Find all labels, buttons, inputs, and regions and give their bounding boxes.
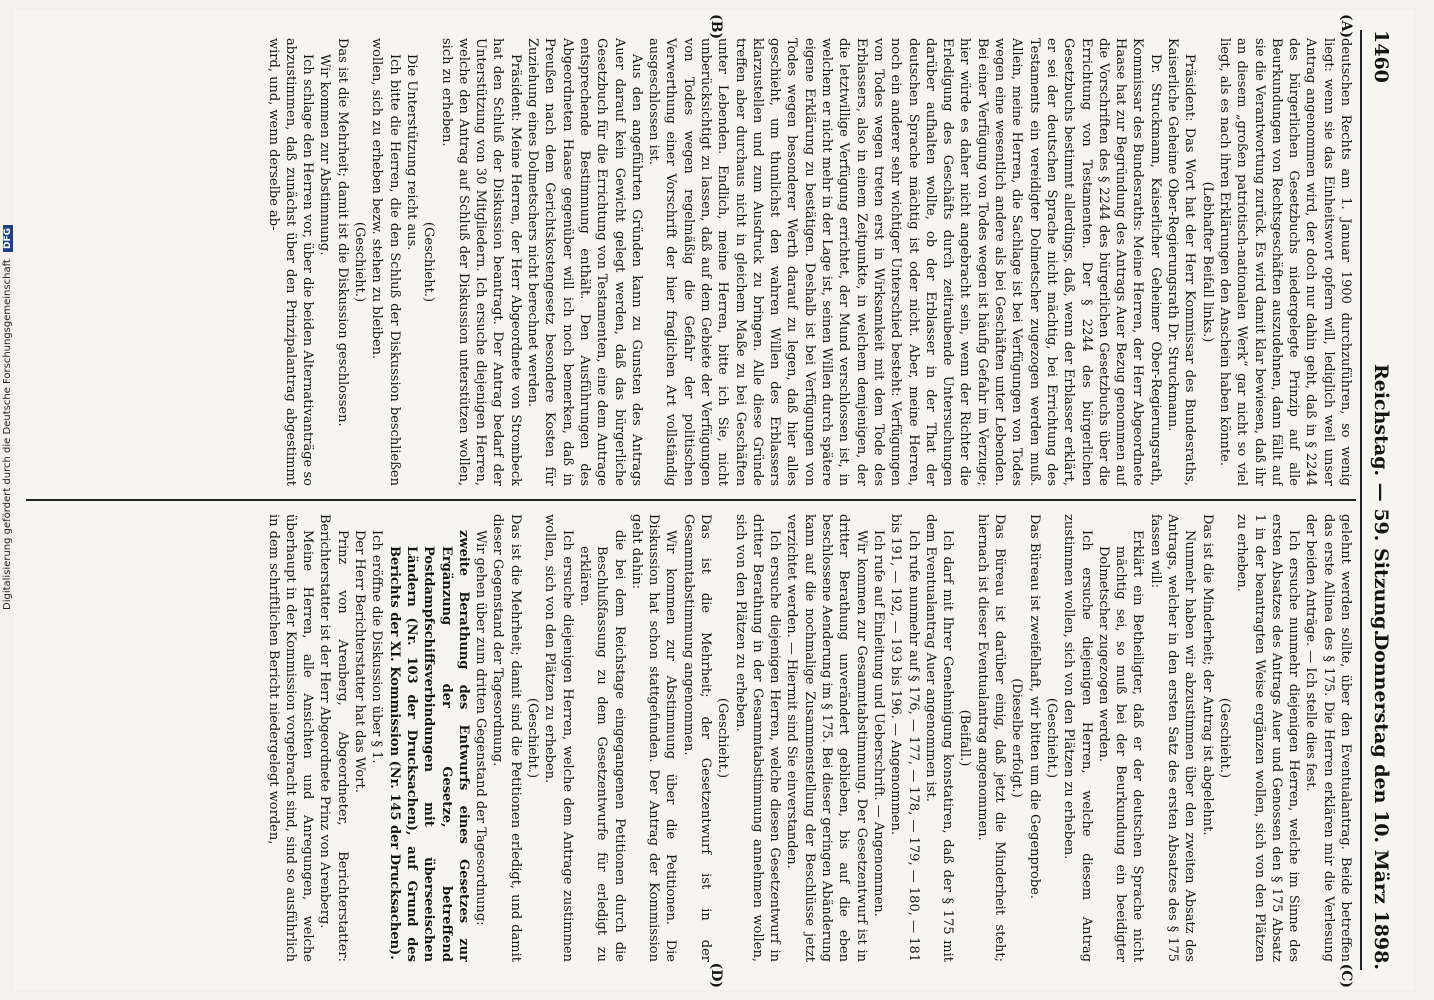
paragraph: Ich ersuche diejenigen Herren, welche diesen Gesetzentwurf in dritter Berathung in der Gesammtabstimmung annehmen wollen, sich von den Plätzen zu erheben. bbox=[732, 514, 783, 962]
paragraph: Präsident: Das Wort hat der Herr Kommissar des Bundesraths, Kaiserliche Geheime Ober-Regierungsrath Dr. Struckmann. bbox=[1165, 38, 1198, 486]
stage-direction: (Geschieht.) bbox=[715, 697, 731, 779]
credit-text: Digitalisierung gefördert durch die Deutsche Forschungsgemeinschaft bbox=[2, 259, 13, 610]
agenda-item: zweite Berathung des Entwurfs eines Gesetzes zur Ergänzung der Gesetze, betreffend Postdampfschiffsverbindungen mit überseeischen Ländern (Nr. 103 der Drucksachen), auf Grund des Berichts der XI. Kommission (Nr. 145 der Drucksachen). bbox=[386, 530, 471, 962]
paragraph: Nunmehr haben wir abzustimmen über den zweiten Absatz des Antrags, welcher in den ersten Satz des ersten Absatzes des § 175 fassen will: bbox=[1147, 514, 1198, 962]
paragraph: gelehnt werden sollte, über den Eventualantrag. Beide betreffen das erste Alinea des § 175. Die Herren erklären mir die Verlesung der beiden Anträge. — Ich stelle dies fest. bbox=[1303, 514, 1353, 962]
stage-direction: (Geschieht.) bbox=[421, 221, 437, 303]
paragraph: Die Unterstützung reicht aus. bbox=[403, 54, 419, 251]
column-divider bbox=[26, 499, 1356, 501]
right-column bbox=[24, 514, 1354, 962]
paragraph: Wir gehen über zum dritten Gegenstand der Tagesordnung: bbox=[473, 530, 489, 926]
paragraph: deutschen Rechts am 1. Januar 1900 durchzuführen, so wenig liegt: wenn sie das Einheitswort opfern will, lediglich weil unser Antrag angenommen wird, der doch nur dahin geht, daß in § 2244 des bürgerlichen Gesetzbuchs niedergelegte Prinzip auf alle Beurkundungen von Rechtsgeschäften auszudehnen, dann fällt auf sie die Verantwortung zurück. Es wird damit klar bewiesen, daß ihr an diesem „großen patriotisch-nationalen Werk“ gar nicht so viel liegt, als es nach ihren Erklärungen den Anschein haben könnte. bbox=[1216, 38, 1353, 486]
paragraph: Ich ersuche diejenigen Herren, welche dem Antrage zustimmen wollen, sich von den Plätzen zu erheben. bbox=[542, 514, 575, 962]
left-column bbox=[24, 38, 1354, 486]
page-header bbox=[1360, 30, 1396, 970]
paragraph: Ich eröffne die Diskussion über § 1. bbox=[369, 530, 385, 764]
paragraph: Wir kommen zur Abstimmung über die Petitionen. Die Diskussion hat schon stattgefunden. Der Antrag der Kommission geht dahin: bbox=[628, 514, 679, 962]
margin-letter-a: (A) bbox=[1338, 14, 1354, 39]
margin-letter-b: (B) bbox=[708, 14, 724, 40]
paragraph: Aus den angeführten Gründen kann zu Gunsten des Antrags Auer darauf kein Gewicht gelegt werden, daß das bürgerliche Gesetzbuch für die Errichtung von Testamenten, eine dem Antrage entsprechende Bestimmung enthält. Den Ausführungen des Abgeordneten Haase gegenüber will ich noch bemerken, daß in Preußen nach dem Gerichtskostengesetz besondere Kosten für Zuziehung eines Dolmetschers nicht berechnet werden. bbox=[525, 38, 644, 486]
paragraph: Das ist die Minderheit; der Antrag ist abgelehnt. bbox=[1199, 514, 1215, 836]
stage-direction: (Geschieht.) bbox=[525, 697, 541, 779]
stage-direction: (Dieselbe erfolgt.) bbox=[1009, 678, 1025, 798]
stage-direction: (Geschieht.) bbox=[1043, 697, 1059, 779]
paragraph: Wir kommen zur Abstimmung. bbox=[317, 54, 333, 256]
paragraph: Präsident: Meine Herren, der Herr Abgeordnete von Strombeck hat den Schluß der Diskussion beantragt. Der Antrag bedarf der Unterstützung von 30 Mitgliedern. Ich ersuche diejenigen Herren, welche den Antrag auf Schluß der Diskussion unterstützen wollen, sich zu erheben. bbox=[438, 38, 523, 486]
paragraph: Das ist die Mehrheit; damit sind die Petitionen erledigt, und damit dieser Gegenstand der Tagesordnung. bbox=[490, 514, 523, 962]
running-title: Reichstag. — 59. Sitzung. bbox=[1370, 363, 1392, 637]
paragraph: Ich ersuche diejenigen Herren, welche diesem Antrag zustimmen wollen, sich von den Plätzen zu erheben. bbox=[1061, 514, 1094, 962]
paragraph: Prinz von Arenberg, Abgeordneter, Berichterstatter: Berichterstatter ist der Herr Abgeordnete Prinz von Arenberg. bbox=[317, 514, 350, 962]
stage-direction: (Beifall.) bbox=[957, 709, 973, 767]
digitization-credit bbox=[2, 227, 16, 610]
paragraph: Ich darf mit Ihrer Genehmigung konstatiren, daß der § 175 mit dem Eventualantrag Auer angenommen ist. bbox=[922, 514, 956, 962]
page-number: 1460 bbox=[1370, 30, 1392, 83]
paragraph: Dr. Struckmann, Kaiserlicher Geheimer Ober-Regierungsrath, Kommissar des Bundesraths: Meine Herren, der Herr Abgeordnete Haase hat zur Begründung des Antrags Auer Bezug genommen auf die Vorschriften des § 2244 des bürgerlichen Gesetzbuchs über die Errichtung von Testamenten. Der § 2244 des bürgerlichen Gesetzbuchs bestimmt allerdings, daß, wenn der Erblasser erklärt, er sei der deutschen Sprache nicht mächtig, bei Errichtung des Testaments ein vereidigter Dolmetscher zugezogen werden muß. Allein, meine Herren, die Sachlage ist bei Verfügungen von Todes wegen eine wesentlich andere als bei Geschäften unter Lebenden. Bei einer Verfügung von Todes wegen ist häufig Gefahr im Verzuge; hier würde es daher nicht angebracht sein, wenn der Richter die Erledigung des Geschäfts durch zeitraubende Untersuchungen darüber aufhalten wollte, ob der Erblasser in der That der deutschen Sprache mächtig ist oder nicht. Aber, meine Herren, noch ein anderer sehr wichtiger Unterschied besteht: Verfügungen von Todes wegen treten erst in Wirksamkeit mit dem Tode des Erblassers, also in einem Zeitpunkte, in welchem demjenigen, der die letztwillige Verfügung errichtet, der Mund verschlossen ist, in welchem er nicht mehr in der Lage ist, seinen Willen durch spätere eigene Erklärung zu bestätigen. Deshalb ist bei Verfügungen von Todes wegen besonderer Werth darauf zu legen, daß hier alles geschieht, um thunlichst den wahren Willen des Erblassers klarzustellen und zum Ausdruck zu bringen. Alle diese Gründe treffen aber durchaus nicht in gleichem Maße zu bei Geschäften unter Lebenden. Endlich, meine Herren, bitte ich Sie, nicht unberücksichtigt zu lassen, daß auf dem Gebiete der Verfügungen von Todes wegen regelmäßig die Gefahr der politischen Verwerthung einer Vorschrift der hier fraglichen Art vollständig ausgeschlossen ist. bbox=[646, 38, 1163, 486]
stage-direction: (Lebhafter Beifall links.) bbox=[1199, 181, 1215, 343]
paragraph: Ich bitte die Herren, die den Schluß der Diskussion beschließen wollen, sich zu erheben bezw. stehen zu bleiben. bbox=[369, 38, 402, 486]
quoted-text: Erklärt ein Betheiligter, daß er der deutschen Sprache nicht mächtig sei, so muß bei der Beurkundung ein beeidigter Dolmetscher zugezogen werden. bbox=[1095, 530, 1146, 962]
stage-direction: (Geschieht.) bbox=[352, 221, 368, 303]
scanned-page bbox=[14, 10, 1414, 990]
paragraph: Das ist die Mehrheit; der Gesetzentwurf ist in der Gesammtabstimmung angenommen. bbox=[680, 514, 714, 962]
paragraph: Ich rufe nunmehr auf § 176, — 177, — 178, — 179, — 180, — 181 bis 191, — 192, — 193 bis 196. — Angenommen. bbox=[888, 514, 921, 962]
session-date: Donnerstag den 10. März 1898. bbox=[1370, 633, 1392, 970]
paragraph: Ich rufe auf Einleitung und Ueberschrift. — Angenommen. bbox=[870, 530, 886, 917]
margin-letter-c: (C) bbox=[1338, 963, 1354, 988]
stage-direction: (Geschieht.) bbox=[1216, 697, 1232, 779]
dfg-logo: DFG bbox=[3, 225, 13, 252]
paragraph: Das Büreau ist darüber einig, daß jetzt die Minderheit steht; hiernach ist dieser Eventualantrag angenommen. bbox=[974, 514, 1008, 962]
margin-letter-d: (D) bbox=[708, 962, 724, 988]
paragraph: Der Herr Berichterstatter hat das Wort. bbox=[352, 530, 368, 793]
paragraph: Das Büreau ist zweifelhaft, wir bitten um die Gegenprobe. bbox=[1026, 514, 1042, 900]
paragraph: Meine Herren, alle Ansichten und Anregungen, welche überhaupt in der Kommission vorgebracht sind, sind so ausführlich in dem schriftlichen Bericht niedergelegt worden, bbox=[265, 514, 316, 962]
quoted-text: die bei dem Reichstage eingegangenen Petitionen durch die Beschlußfassung zu dem Gesetzentwurfe für erledigt zu erklären. bbox=[576, 530, 627, 962]
paragraph: Das ist die Mehrheit; damit ist die Diskussion geschlossen. bbox=[334, 38, 350, 427]
paragraph: Wir kommen zur Gesammtabstimmung. Der Gesetzentwurf ist in dritter Berathung unverändert geblieben, bis auf die eben beschlossene Aenderung im § 175. Bei dieser geringen Abänderung kann auf die nochmalige Zusammenstellung der Beschlüsse jetzt verzichtet werden. — Hiermit sind Sie einverstanden. bbox=[784, 514, 869, 962]
paragraph: Ich ersuche nunmehr diejenigen Herren, welche im Sinne des ersten Absatzes des Antrags Auer und Genossen den § 175 Absatz 1 in der beantragten Weise ergänzen wollen, sich von den Plätzen zu erheben. bbox=[1234, 514, 1302, 962]
paragraph: Ich schlage den Herren vor, über die beiden Alternativanträge so abzustimmen, daß zunächst über den Prinzipalantrag abgestimmt wird, und, wenn derselbe ab- bbox=[265, 38, 316, 486]
